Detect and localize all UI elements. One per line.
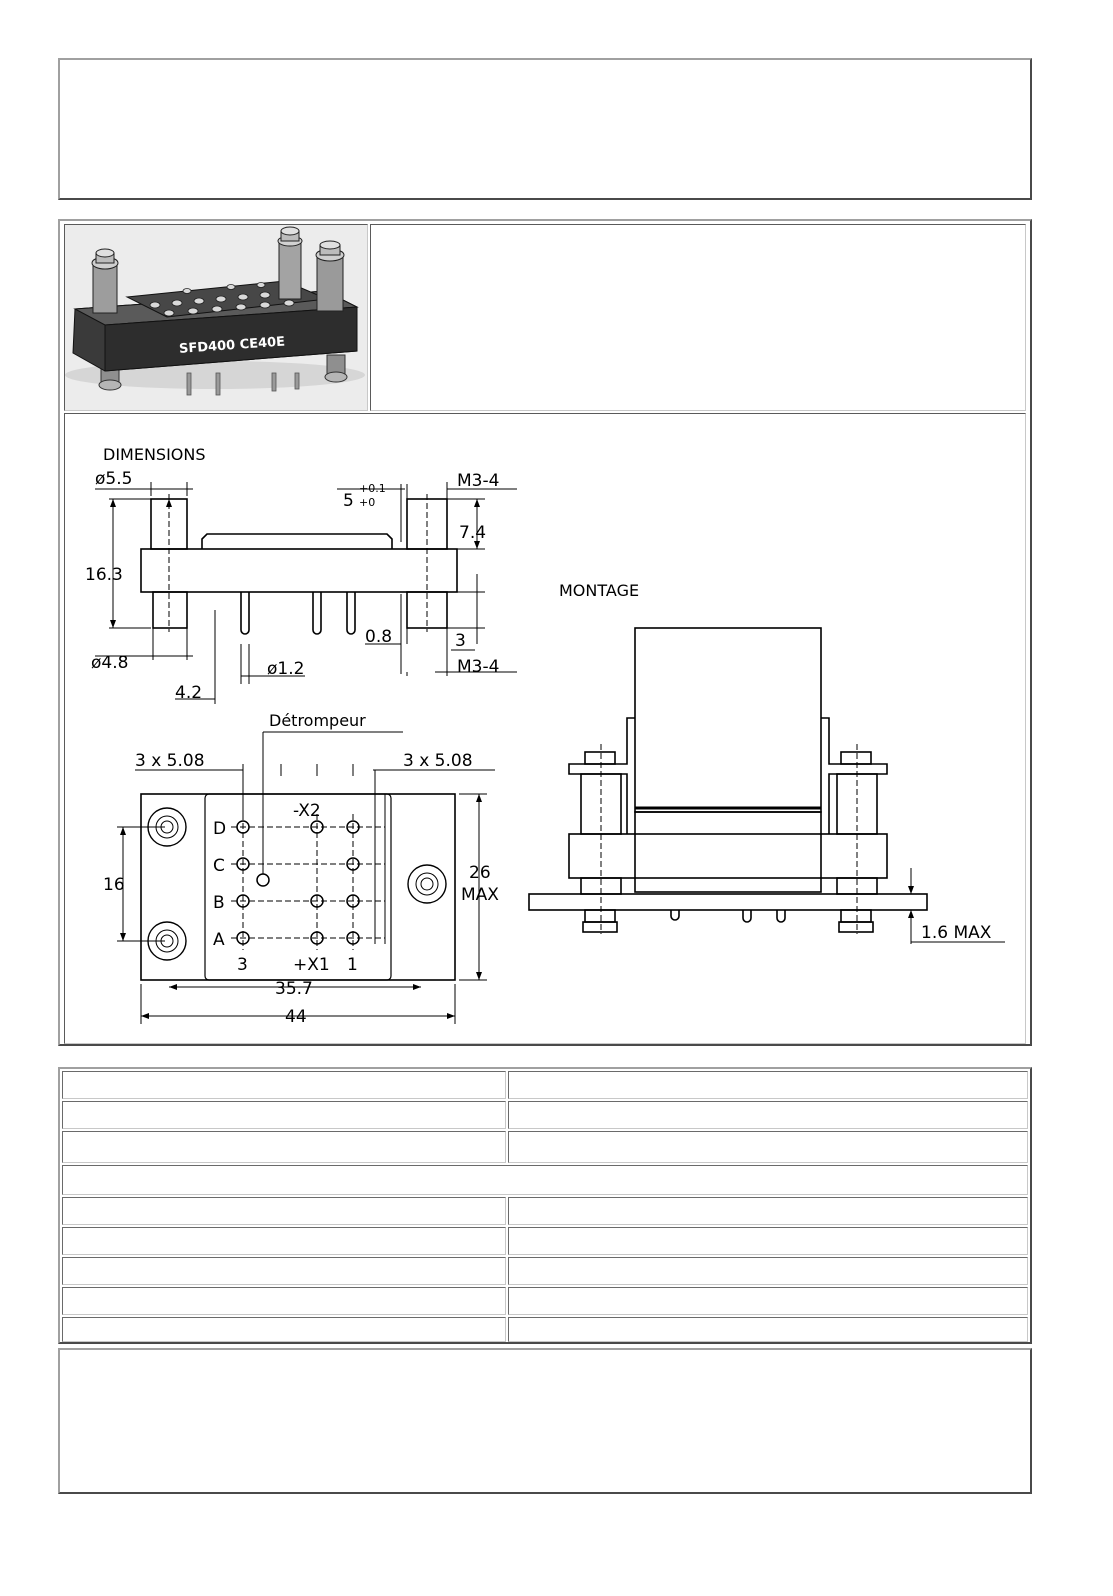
header-panel	[58, 58, 1032, 200]
dim-height-16-3: 16.3	[85, 565, 123, 585]
product-marking: SFD400 CE40E	[178, 334, 286, 357]
spec-row-8-value	[508, 1317, 1028, 1342]
dim-pitch-left: 3 x 5.08	[135, 751, 205, 771]
dim-4-2: 4.2	[175, 683, 203, 703]
spec-row-4-value	[508, 1197, 1028, 1225]
spec-row-3-label	[62, 1131, 506, 1163]
terminal-x2: -X2	[293, 801, 321, 821]
drawing-cell	[64, 413, 1026, 1044]
spec-table	[58, 1067, 1032, 1344]
footer-panel	[58, 1348, 1032, 1494]
spec-row-7-label	[62, 1287, 506, 1315]
spec-row-1-value	[508, 1071, 1028, 1099]
spec-row-5-label	[62, 1227, 506, 1255]
spec-row-8-label	[62, 1317, 506, 1342]
dim-tolerance-upper: +0.1	[359, 482, 386, 495]
dim-16: 16	[103, 875, 125, 895]
spec-row-1-label	[62, 1071, 506, 1099]
dim-thickness-1-6-max: 1.6 MAX	[921, 923, 992, 943]
description-cell	[370, 224, 1026, 411]
dimensions-title: DIMENSIONS	[103, 445, 206, 464]
spec-row-4-label	[62, 1197, 506, 1225]
terminal-x1: +X1	[293, 955, 330, 975]
product-photo-cell	[64, 224, 368, 411]
row-label-a: A	[213, 930, 225, 950]
montage-title: MONTAGE	[559, 581, 640, 600]
dim-diameter-1-2: ø1.2	[267, 659, 305, 679]
row-label-b: B	[213, 893, 225, 913]
row-label-d: D	[213, 819, 227, 839]
dim-44: 44	[285, 1007, 307, 1027]
spec-row-7-value	[508, 1287, 1028, 1315]
spec-row-6-label	[62, 1257, 506, 1285]
dim-diameter-5-5: ø5.5	[95, 469, 133, 489]
dim-thread-top: M3-4	[457, 471, 500, 491]
row-label-c: C	[213, 856, 225, 876]
dim-7-4: 7.4	[459, 523, 487, 543]
product-photo	[65, 225, 367, 410]
product-panel	[58, 219, 1032, 1046]
spec-row-2-value	[508, 1101, 1028, 1129]
pin-number-1: 1	[347, 955, 358, 975]
dim-0-8: 0.8	[365, 627, 393, 647]
dim-35-7: 35.7	[275, 979, 313, 999]
dim-26: 26	[469, 863, 491, 883]
spec-section-row	[62, 1165, 1028, 1195]
dim-tolerance-lower: +0	[359, 496, 376, 509]
dim-pitch-right: 3 x 5.08	[403, 751, 473, 771]
dim-tolerance-5: 5	[343, 491, 354, 511]
technical-drawing	[65, 414, 1025, 1043]
detrompeur-label: Détrompeur	[269, 711, 366, 730]
spec-row-2-label	[62, 1101, 506, 1129]
dim-diameter-4-8: ø4.8	[91, 653, 129, 673]
dim-thread-bottom: M3-4	[457, 657, 500, 677]
dim-3: 3	[455, 631, 466, 651]
spec-row-3-value	[508, 1131, 1028, 1163]
spec-row-5-value	[508, 1227, 1028, 1255]
pin-number-3: 3	[237, 955, 248, 975]
dim-max: MAX	[461, 885, 499, 905]
spec-row-6-value	[508, 1257, 1028, 1285]
